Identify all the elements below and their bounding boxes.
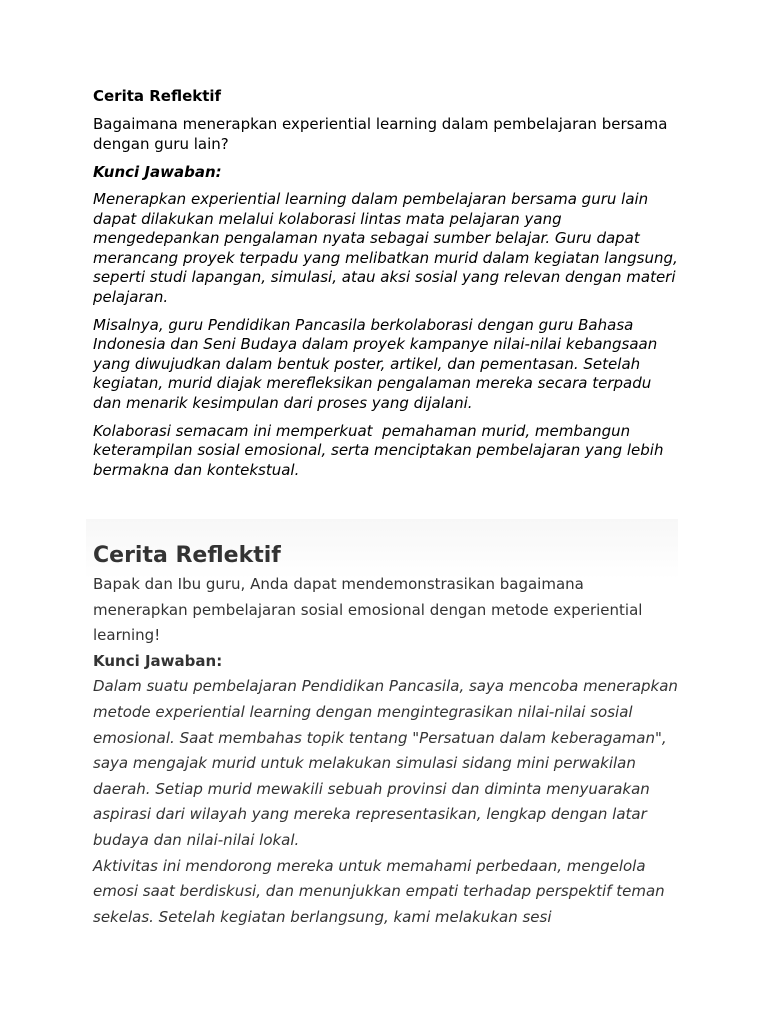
answer-paragraph: Menerapkan experiential learning dalam pembelajaran bersama guru lain dapat dilakukan melalui kolaborasi lintas mata pelajaran yang mengedepankan pengalaman nyata sebagai sumber belajar. Guru dapat merancang proyek terpadu yang melibatkan murid dalam kegiatan langsung, seperti studi lapangan, simulasi, atau aksi sosial yang relevan dengan materi pelajaran. — [93, 190, 683, 306]
document-section-second — [93, 540, 678, 930]
section-title: Cerita Reflektif — [93, 87, 222, 105]
answer-paragraph: Misalnya, guru Pendidikan Pancasila berkolaborasi dengan guru Bahasa Indonesia dan Seni Budaya dalam proyek kampanye nilai-nilai kebangsaan yang diwujudkan dalam bentuk poster, artikel, dan pementasan. Setelah kegiatan, murid diajak merefleksikan pengalaman mereka secara terpadu dan menarik kesimpulan dari proses yang dijalani. — [93, 315, 663, 412]
answer-paragraph: Dalam suatu pembelajaran Pendidikan Pancasila, saya mencoba menerapkan metode experiential learning dengan mengintegrasikan nilai-nilai sosial emosional. Saat membahas topik tentang "Persatuan dalam keberagaman", saya mengajak murid untuk melakukan simulasi sidang mini perwakilan daerah. Setiap murid mewakili sebuah provinsi dan diminta menyuarakan aspirasi dari wilayah yang mereka representasikan, lengkap dengan latar budaya dan nilai-nilai lokal. — [93, 677, 678, 849]
answer-paragraph: Aktivitas ini mendorong mereka untuk memahami perbedaan, mengelola emosi saat berdiskusi, dan menunjukkan empati terhadap perspektif teman sekelas. Setelah kegiatan berlangsung, kami melakukan sesi — [93, 856, 665, 926]
answer-key-label: Kunci Jawaban: — [93, 651, 223, 670]
reflection-question: Bagaimana menerapkan experiential learning dalam pembelajaran bersama dengan guru lain? — [93, 115, 668, 153]
answer-key-label: Kunci Jawaban: — [93, 163, 222, 181]
section-intro: Bapak dan Ibu guru, Anda dapat mendemonstrasikan bagaimana menerapkan pembelajaran sosial emosional dengan metode experiential learning! — [93, 575, 643, 645]
section-heading: Cerita Reflektif — [93, 543, 281, 568]
answer-paragraph: Kolaborasi semacam ini memperkuat pemahaman murid, membangun keterampilan sosial emosional, serta menciptakan pembelajaran yang lebih bermakna dan kontekstual. — [93, 421, 669, 479]
document-section-first — [93, 86, 683, 488]
